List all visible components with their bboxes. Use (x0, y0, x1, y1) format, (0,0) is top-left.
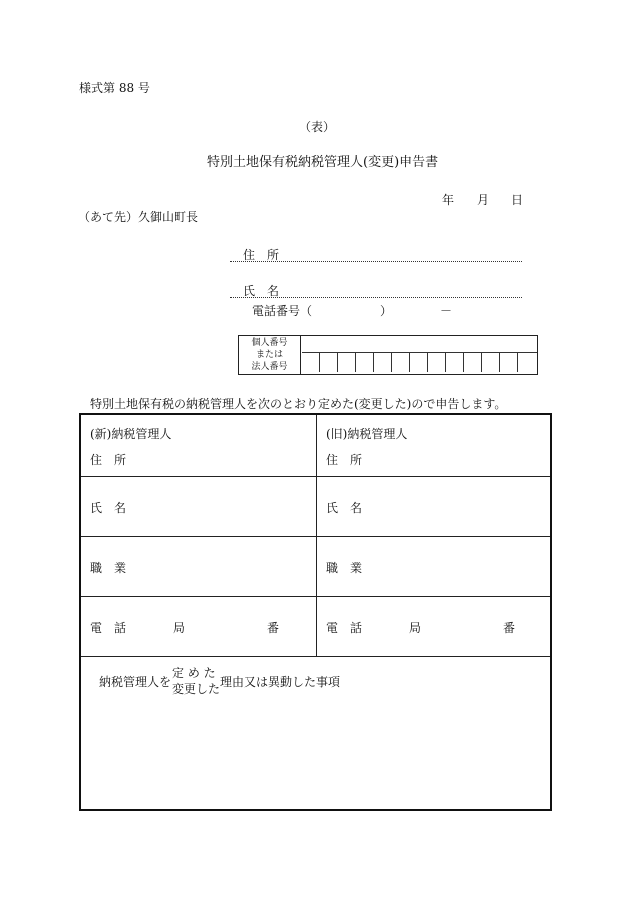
new-phone-label: 電 話 (90, 621, 127, 635)
form-number: 様式第 88 号 (79, 81, 150, 95)
old-address-label: 住 所 (326, 453, 363, 467)
date-day: 日 (511, 193, 524, 207)
new-number-label: 番 (267, 621, 280, 635)
addressee: （あて先）久御山町長 (78, 210, 199, 224)
applicant-address-label: 住 所 (243, 248, 280, 262)
old-exchange-label: 局 (409, 621, 422, 635)
old-occupation-label: 職 業 (326, 561, 363, 575)
id-number-cells[interactable] (302, 336, 537, 374)
reason-suffix: 理由又は異動した事項 (220, 675, 341, 689)
old-manager-header: (旧)納税管理人 (326, 427, 408, 441)
date-year: 年 (442, 193, 455, 207)
old-name-label: 氏 名 (326, 501, 363, 515)
new-address-label: 住 所 (90, 453, 127, 467)
old-phone-label: 電 話 (326, 621, 363, 635)
date-month: 月 (477, 193, 490, 207)
page-title: 特別土地保有税納税管理人(変更)申告書 (207, 155, 439, 170)
applicant-phone-label: 電話番号（ (252, 304, 313, 318)
reason-prefix: 納税管理人を (99, 675, 172, 689)
reason-option-defined: 定 め た (172, 666, 216, 680)
old-number-label: 番 (503, 621, 516, 635)
applicant-phone-dash: － (440, 304, 453, 318)
new-exchange-label: 局 (173, 621, 186, 635)
new-occupation-label: 職 業 (90, 561, 127, 575)
applicant-address-line[interactable] (230, 261, 522, 262)
reason-field[interactable] (81, 705, 550, 809)
new-name-label: 氏 名 (90, 501, 127, 515)
id-number-label: 個人番号 または 法人番号 (239, 336, 301, 374)
tax-manager-table (79, 413, 552, 811)
applicant-name-line[interactable] (230, 297, 522, 298)
statement: 特別土地保有税の納税管理人を次のとおり定めた(変更した)ので申告します。 (90, 397, 507, 411)
applicant-phone-close: ） (380, 304, 393, 318)
side-label: （表） (299, 120, 336, 134)
reason-option-changed: 変更した (172, 682, 221, 696)
new-manager-header: (新)納税管理人 (90, 427, 172, 441)
id-number-box[interactable] (238, 335, 538, 375)
applicant-name-label: 氏 名 (243, 284, 280, 298)
